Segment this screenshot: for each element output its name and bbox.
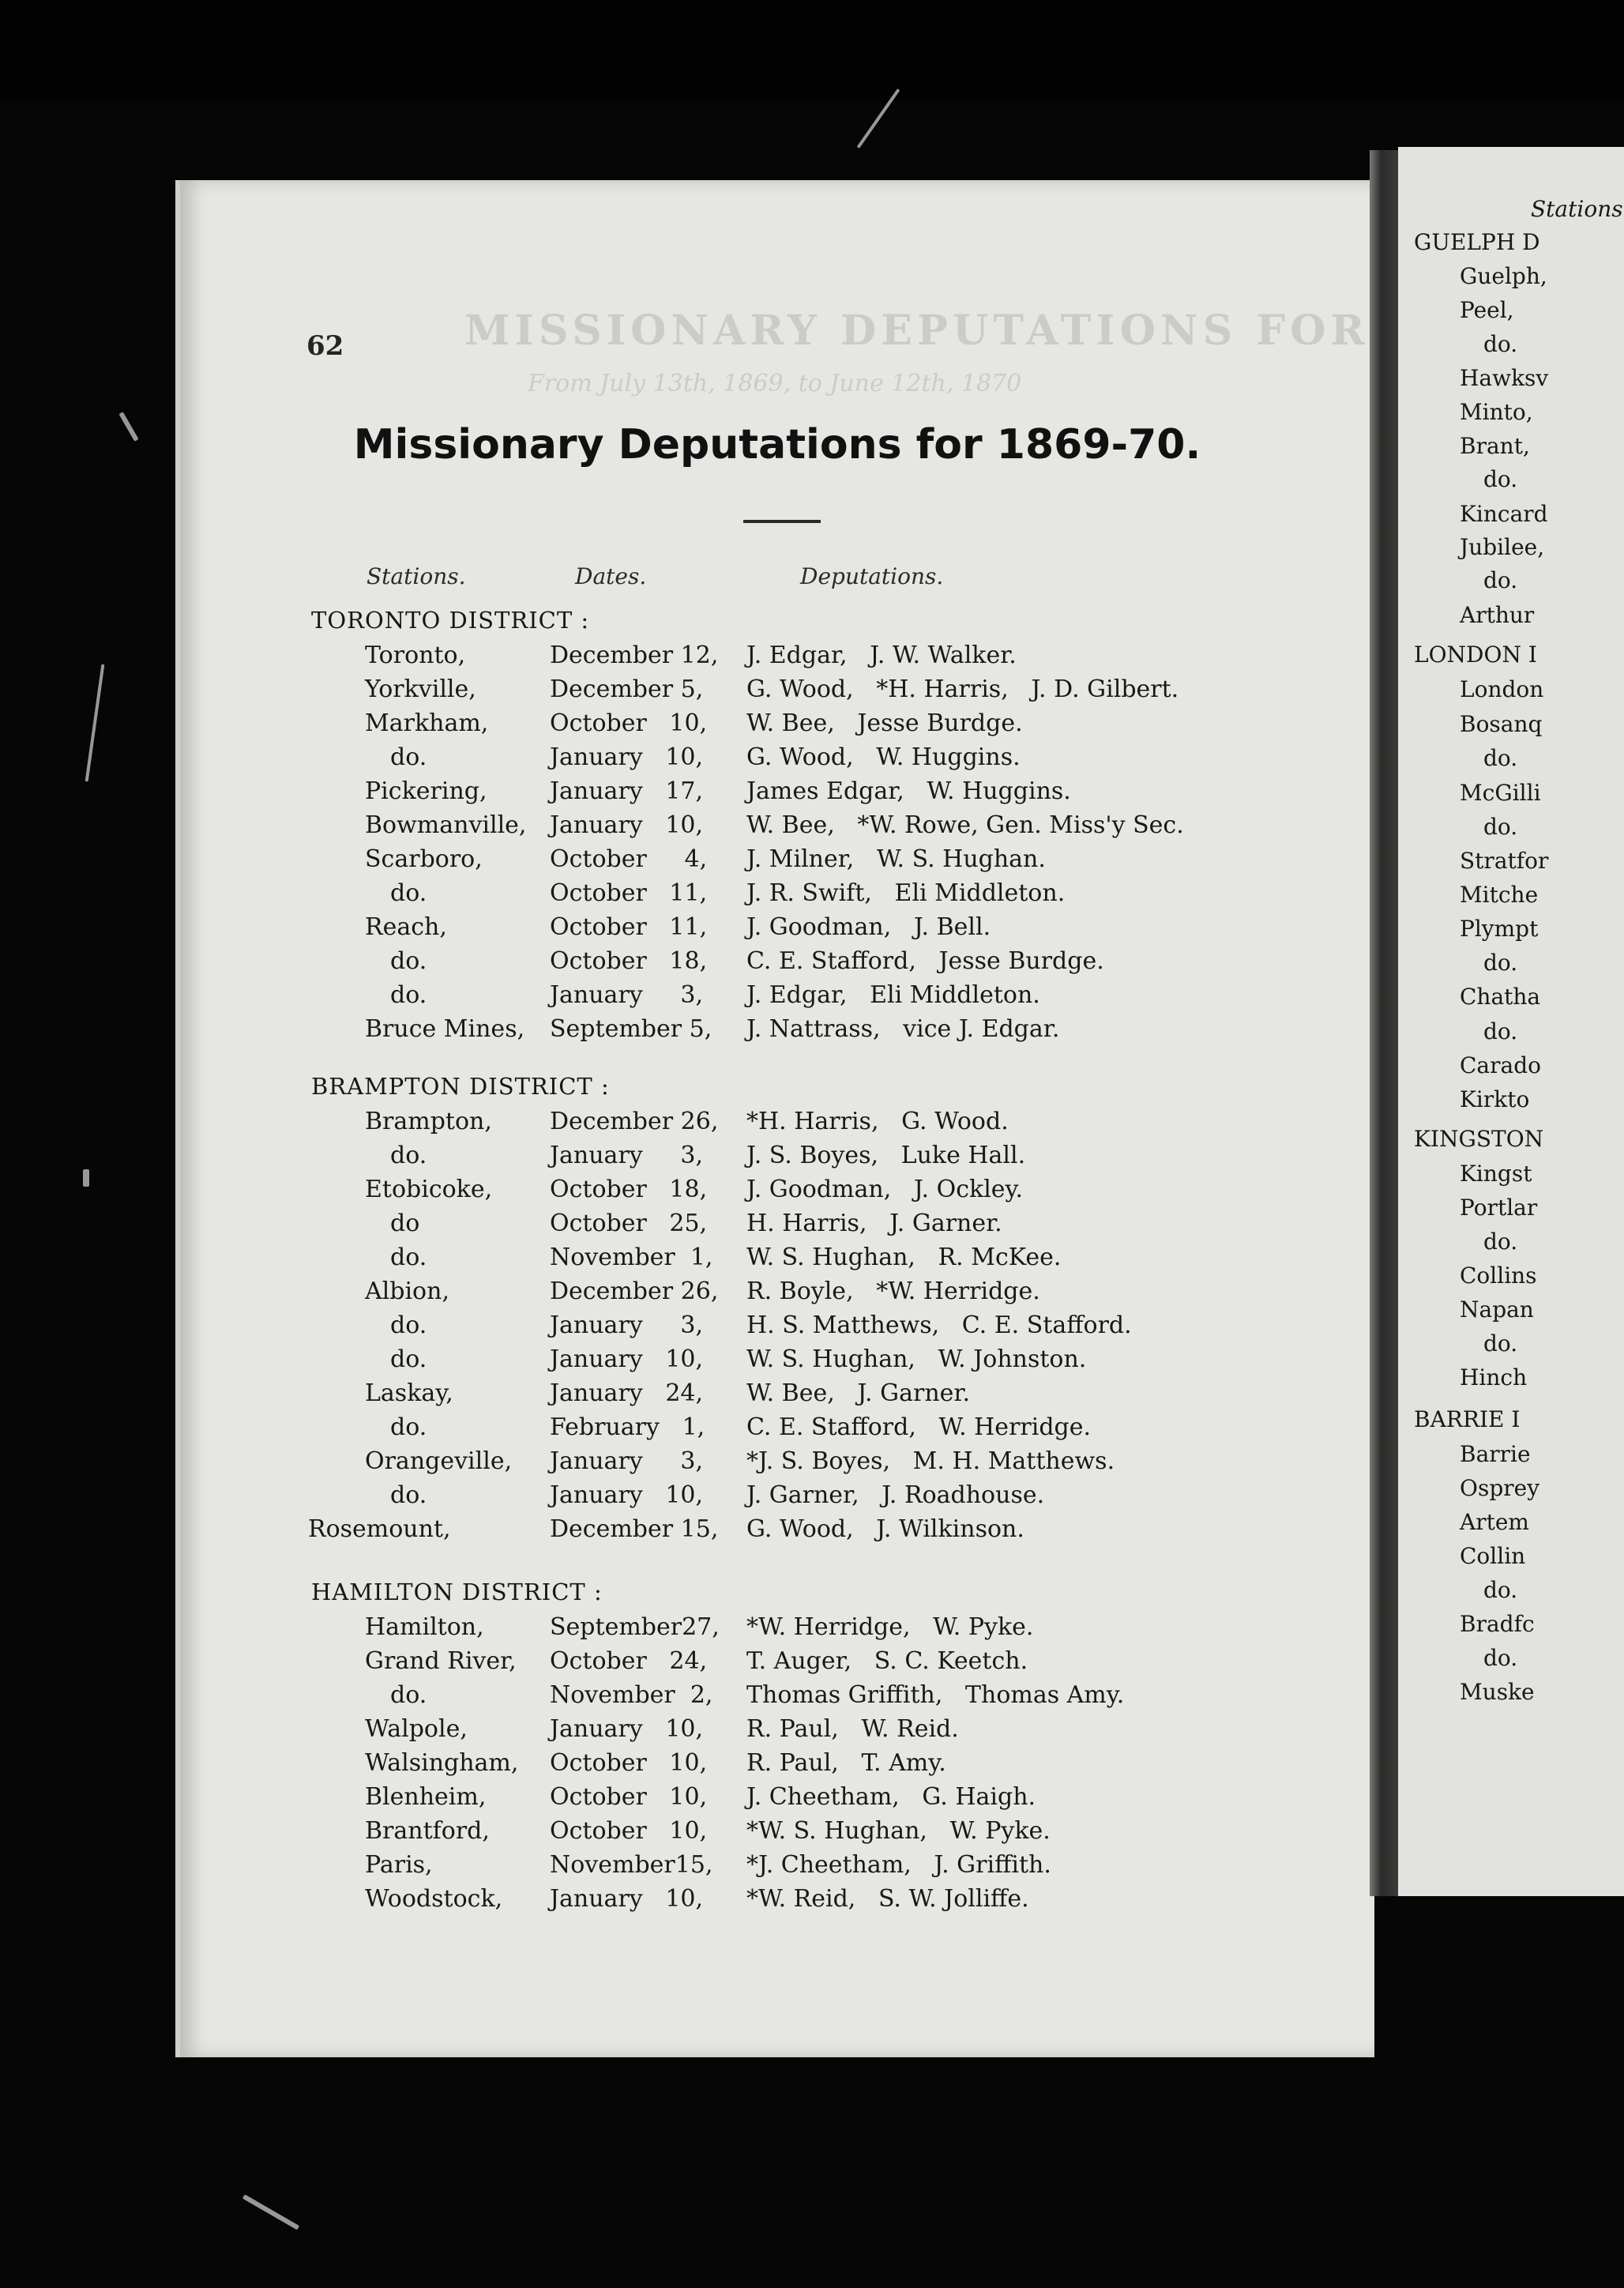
date-cell: October 10, [550,1783,708,1811]
deputations-cell: James Edgar, W. Huggins. [746,777,1071,805]
right-page-line: Carado [1460,1052,1541,1078]
table-row [180,1108,1374,1142]
district-heading: TORONTO DISTRICT : [311,607,590,634]
deputations-cell: H. Harris, J. Garner. [746,1210,1002,1237]
right-page-line: do. [1483,331,1518,357]
date-cell: January 10, [550,1345,704,1373]
right-page-line: London [1460,676,1544,702]
deputations-cell: J. Goodman, J. Bell. [746,913,991,941]
date-cell: January 10, [550,1715,704,1743]
date-cell: January 3, [550,1311,704,1339]
station-cell: do. [390,1345,427,1373]
deputations-cell: J. Cheetham, G. Haigh. [746,1783,1036,1811]
district-heading: BRAMPTON DISTRICT : [311,1073,610,1100]
deputations-cell: J. Nattrass, vice J. Edgar. [746,1015,1060,1043]
station-cell: Walpole, [365,1715,468,1743]
right-page [1398,147,1624,1896]
station-cell: do. [390,1311,427,1339]
bleed-through-subtitle: From July 13th, 1869, to June 12th, 1870 [528,370,1022,397]
deputations-cell: W. Bee, Jesse Burdge. [746,709,1023,737]
date-cell: December 26, [550,1108,719,1135]
right-page-line: do. [1483,745,1518,771]
table-row [180,811,1374,845]
right-page-line: Osprey [1460,1475,1540,1501]
table-row [180,1613,1374,1647]
right-page-line: do. [1483,1645,1518,1671]
right-page-line: Portlar [1460,1195,1538,1221]
deputations-cell: Thomas Griffith, Thomas Amy. [746,1681,1125,1709]
station-cell: do. [390,743,427,771]
right-page-line: Mitche [1460,882,1539,908]
station-cell: Rosemount, [308,1515,451,1543]
station-cell: do. [390,1681,427,1709]
column-header-deputations: Deputations. [800,563,944,589]
table-row [180,743,1374,777]
right-page-line: do. [1483,1577,1518,1603]
district-heading: HAMILTON DISTRICT : [311,1579,603,1605]
date-cell: November 1, [550,1244,713,1271]
right-page-line: Hawksv [1460,365,1549,391]
station-cell: Etobicoke, [365,1176,493,1203]
right-page-line: Guelph, [1460,263,1547,289]
table-row [180,1379,1374,1413]
station-cell: do. [390,947,427,975]
table-row [180,1015,1374,1049]
date-cell: December 5, [550,675,704,703]
station-cell: Grand River, [365,1647,517,1675]
deputations-cell: J. Edgar, Eli Middleton. [746,981,1040,1009]
deputations-cell: R. Boyle, *W. Herridge. [746,1278,1040,1305]
deputations-cell: W. Bee, J. Garner. [746,1379,970,1407]
right-page-line: Bradfc [1460,1611,1535,1637]
station-cell: do [390,1210,420,1237]
right-page-line: Hinch [1460,1364,1528,1390]
deputations-cell: C. E. Stafford, Jesse Burdge. [746,947,1104,975]
page-title: Missionary Deputations for 1869-70. [353,421,1201,469]
station-cell: Hamilton, [365,1613,484,1641]
table-row [180,1345,1374,1379]
date-cell: December 26, [550,1278,719,1305]
table-row [180,1749,1374,1783]
right-page-line: Barrie [1460,1441,1531,1467]
table-row [180,1647,1374,1681]
deputations-cell: C. E. Stafford, W. Herridge. [746,1413,1092,1441]
deputations-cell: G. Wood, *H. Harris, J. D. Gilbert. [746,675,1179,703]
right-page-line: Muske [1460,1679,1535,1705]
date-cell: October 24, [550,1647,708,1675]
deputations-cell: W. Bee, *W. Rowe, Gen. Miss'y Sec. [746,811,1184,839]
right-page-line: KINGSTON [1414,1126,1544,1152]
deputations-cell: *H. Harris, G. Wood. [746,1108,1009,1135]
right-page-line: Collin [1460,1543,1526,1569]
table-row [180,1851,1374,1885]
scanner-background [0,0,1624,103]
station-cell: Reach, [365,913,447,941]
table-row [180,1715,1374,1749]
right-page-line: Plympt [1460,916,1539,942]
date-cell: October 10, [550,1749,708,1777]
right-page-line: do. [1483,814,1518,840]
table-row [180,1244,1374,1278]
date-cell: October 10, [550,709,708,737]
deputations-cell: G. Wood, W. Huggins. [746,743,1021,771]
column-header-dates: Dates. [575,563,647,589]
date-cell: September27, [550,1613,720,1641]
page-number: 62 [306,330,344,362]
date-cell: October 4, [550,845,708,873]
station-cell: Orangeville, [365,1447,513,1475]
table-row [180,845,1374,879]
date-cell: December 12, [550,642,719,669]
station-cell: do. [390,879,427,907]
table-row [180,1176,1374,1210]
table-row [180,642,1374,675]
right-page-line: do. [1483,466,1518,492]
right-page-line: Brant, [1460,433,1530,459]
bleed-through-title: MISSIONARY DEPUTATIONS FOR [464,307,1370,355]
deputations-cell: *W. Herridge, W. Pyke. [746,1613,1034,1641]
station-cell: Pickering, [365,777,487,805]
right-page-line: do. [1483,950,1518,976]
station-cell: Albion, [365,1278,449,1305]
station-cell: Bowmanville, [365,811,527,839]
right-page-line: do. [1483,567,1518,593]
table-row [180,1885,1374,1919]
date-cell: January 3, [550,981,704,1009]
table-row [180,1783,1374,1817]
date-cell: October 10, [550,1817,708,1845]
deputations-cell: *W. S. Hughan, W. Pyke. [746,1817,1051,1845]
book-gutter [1370,150,1398,1896]
right-page-line: Bosanq [1460,711,1543,737]
date-cell: October 11, [550,879,708,907]
dust-mark [242,2194,299,2230]
table-row [180,981,1374,1015]
table-row [180,1210,1374,1244]
column-header-stations: Stations. [367,563,466,589]
table-row [180,1681,1374,1715]
deputations-cell: H. S. Matthews, C. E. Stafford. [746,1311,1132,1339]
right-page-line: McGilli [1460,780,1541,806]
date-cell: January 17, [550,777,704,805]
date-cell: October 18, [550,947,708,975]
table-row [180,1481,1374,1515]
deputations-cell: J. Edgar, J. W. Walker. [746,642,1017,669]
title-rule [743,520,821,523]
table-row [180,709,1374,743]
station-cell: Paris, [365,1851,433,1879]
right-page-line: Artem [1460,1509,1529,1535]
date-cell: January 24, [550,1379,704,1407]
right-page-line: do. [1483,1330,1518,1357]
right-page-line: Kingst [1460,1161,1532,1187]
date-cell: January 10, [550,1481,704,1509]
right-page-line: Jubilee, [1460,534,1545,560]
right-page-line: Minto, [1460,399,1533,425]
station-cell: do. [390,1244,427,1271]
date-cell: October 18, [550,1176,708,1203]
right-page-line: BARRIE I [1414,1406,1521,1432]
station-cell: Toronto, [365,642,466,669]
station-cell: do. [390,1413,427,1441]
right-page-line: Stratfor [1460,848,1549,874]
deputations-cell: J. R. Swift, Eli Middleton. [746,879,1066,907]
station-cell: Scarboro, [365,845,483,873]
table-row [180,1515,1374,1549]
right-column-header: Stations [1531,196,1623,222]
station-cell: do. [390,1481,427,1509]
table-row [180,777,1374,811]
dust-mark [83,1169,89,1187]
table-row [180,1142,1374,1176]
station-cell: do. [390,981,427,1009]
station-cell: Woodstock, [365,1885,503,1913]
deputations-cell: W. S. Hughan, R. McKee. [746,1244,1062,1271]
table-row [180,947,1374,981]
right-page-line: Peel, [1460,297,1514,323]
right-page-line: do. [1483,1018,1518,1044]
right-page-line: Chatha [1460,984,1541,1010]
table-row [180,675,1374,709]
right-page-line: Kincard [1460,501,1548,527]
table-row [180,879,1374,913]
deputations-cell: W. S. Hughan, W. Johnston. [746,1345,1087,1373]
date-cell: January 3, [550,1142,704,1169]
deputations-cell: T. Auger, S. C. Keetch. [746,1647,1028,1675]
right-page-line: Kirkto [1460,1086,1530,1112]
right-page-line: LONDON I [1414,642,1537,668]
station-cell: Bruce Mines, [365,1015,525,1043]
dust-mark [85,664,105,781]
table-row [180,1413,1374,1447]
date-cell: October 11, [550,913,708,941]
station-cell: Yorkville, [365,675,476,703]
date-cell: February 1, [550,1413,705,1441]
date-cell: January 10, [550,1885,704,1913]
right-page-line: Napan [1460,1296,1534,1323]
dust-mark [118,412,138,442]
station-cell: Brampton, [365,1108,492,1135]
right-page-line: GUELPH D [1414,229,1540,255]
deputations-cell: J. Garner, J. Roadhouse. [746,1481,1045,1509]
date-cell: October 25, [550,1210,708,1237]
station-cell: do. [390,1142,427,1169]
station-cell: Brantford, [365,1817,490,1845]
date-cell: November 2, [550,1681,713,1709]
date-cell: January 10, [550,811,704,839]
deputations-cell: *J. Cheetham, J. Griffith. [746,1851,1051,1879]
deputations-cell: J. Milner, W. S. Hughan. [746,845,1046,873]
table-row [180,1278,1374,1311]
station-cell: Laskay, [365,1379,453,1407]
date-cell: January 3, [550,1447,704,1475]
deputations-cell: R. Paul, T. Amy. [746,1749,946,1777]
station-cell: Blenheim, [365,1783,487,1811]
station-cell: Markham, [365,709,489,737]
right-page-line: do. [1483,1229,1518,1255]
table-row [180,1311,1374,1345]
date-cell: January 10, [550,743,704,771]
date-cell: September 5, [550,1015,712,1043]
deputations-cell: *J. S. Boyes, M. H. Matthews. [746,1447,1115,1475]
deputations-cell: R. Paul, W. Reid. [746,1715,959,1743]
date-cell: November15, [550,1851,713,1879]
deputations-cell: G. Wood, J. Wilkinson. [746,1515,1024,1543]
right-page-line: Collins [1460,1263,1537,1289]
right-page-line: Arthur [1460,602,1535,628]
left-page [175,180,1374,2057]
table-row [180,913,1374,947]
table-row [180,1447,1374,1481]
table-row [180,1817,1374,1851]
deputations-cell: J. S. Boyes, Luke Hall. [746,1142,1026,1169]
date-cell: December 15, [550,1515,719,1543]
deputations-cell: *W. Reid, S. W. Jolliffe. [746,1885,1029,1913]
deputations-cell: J. Goodman, J. Ockley. [746,1176,1024,1203]
station-cell: Walsingham, [365,1749,519,1777]
